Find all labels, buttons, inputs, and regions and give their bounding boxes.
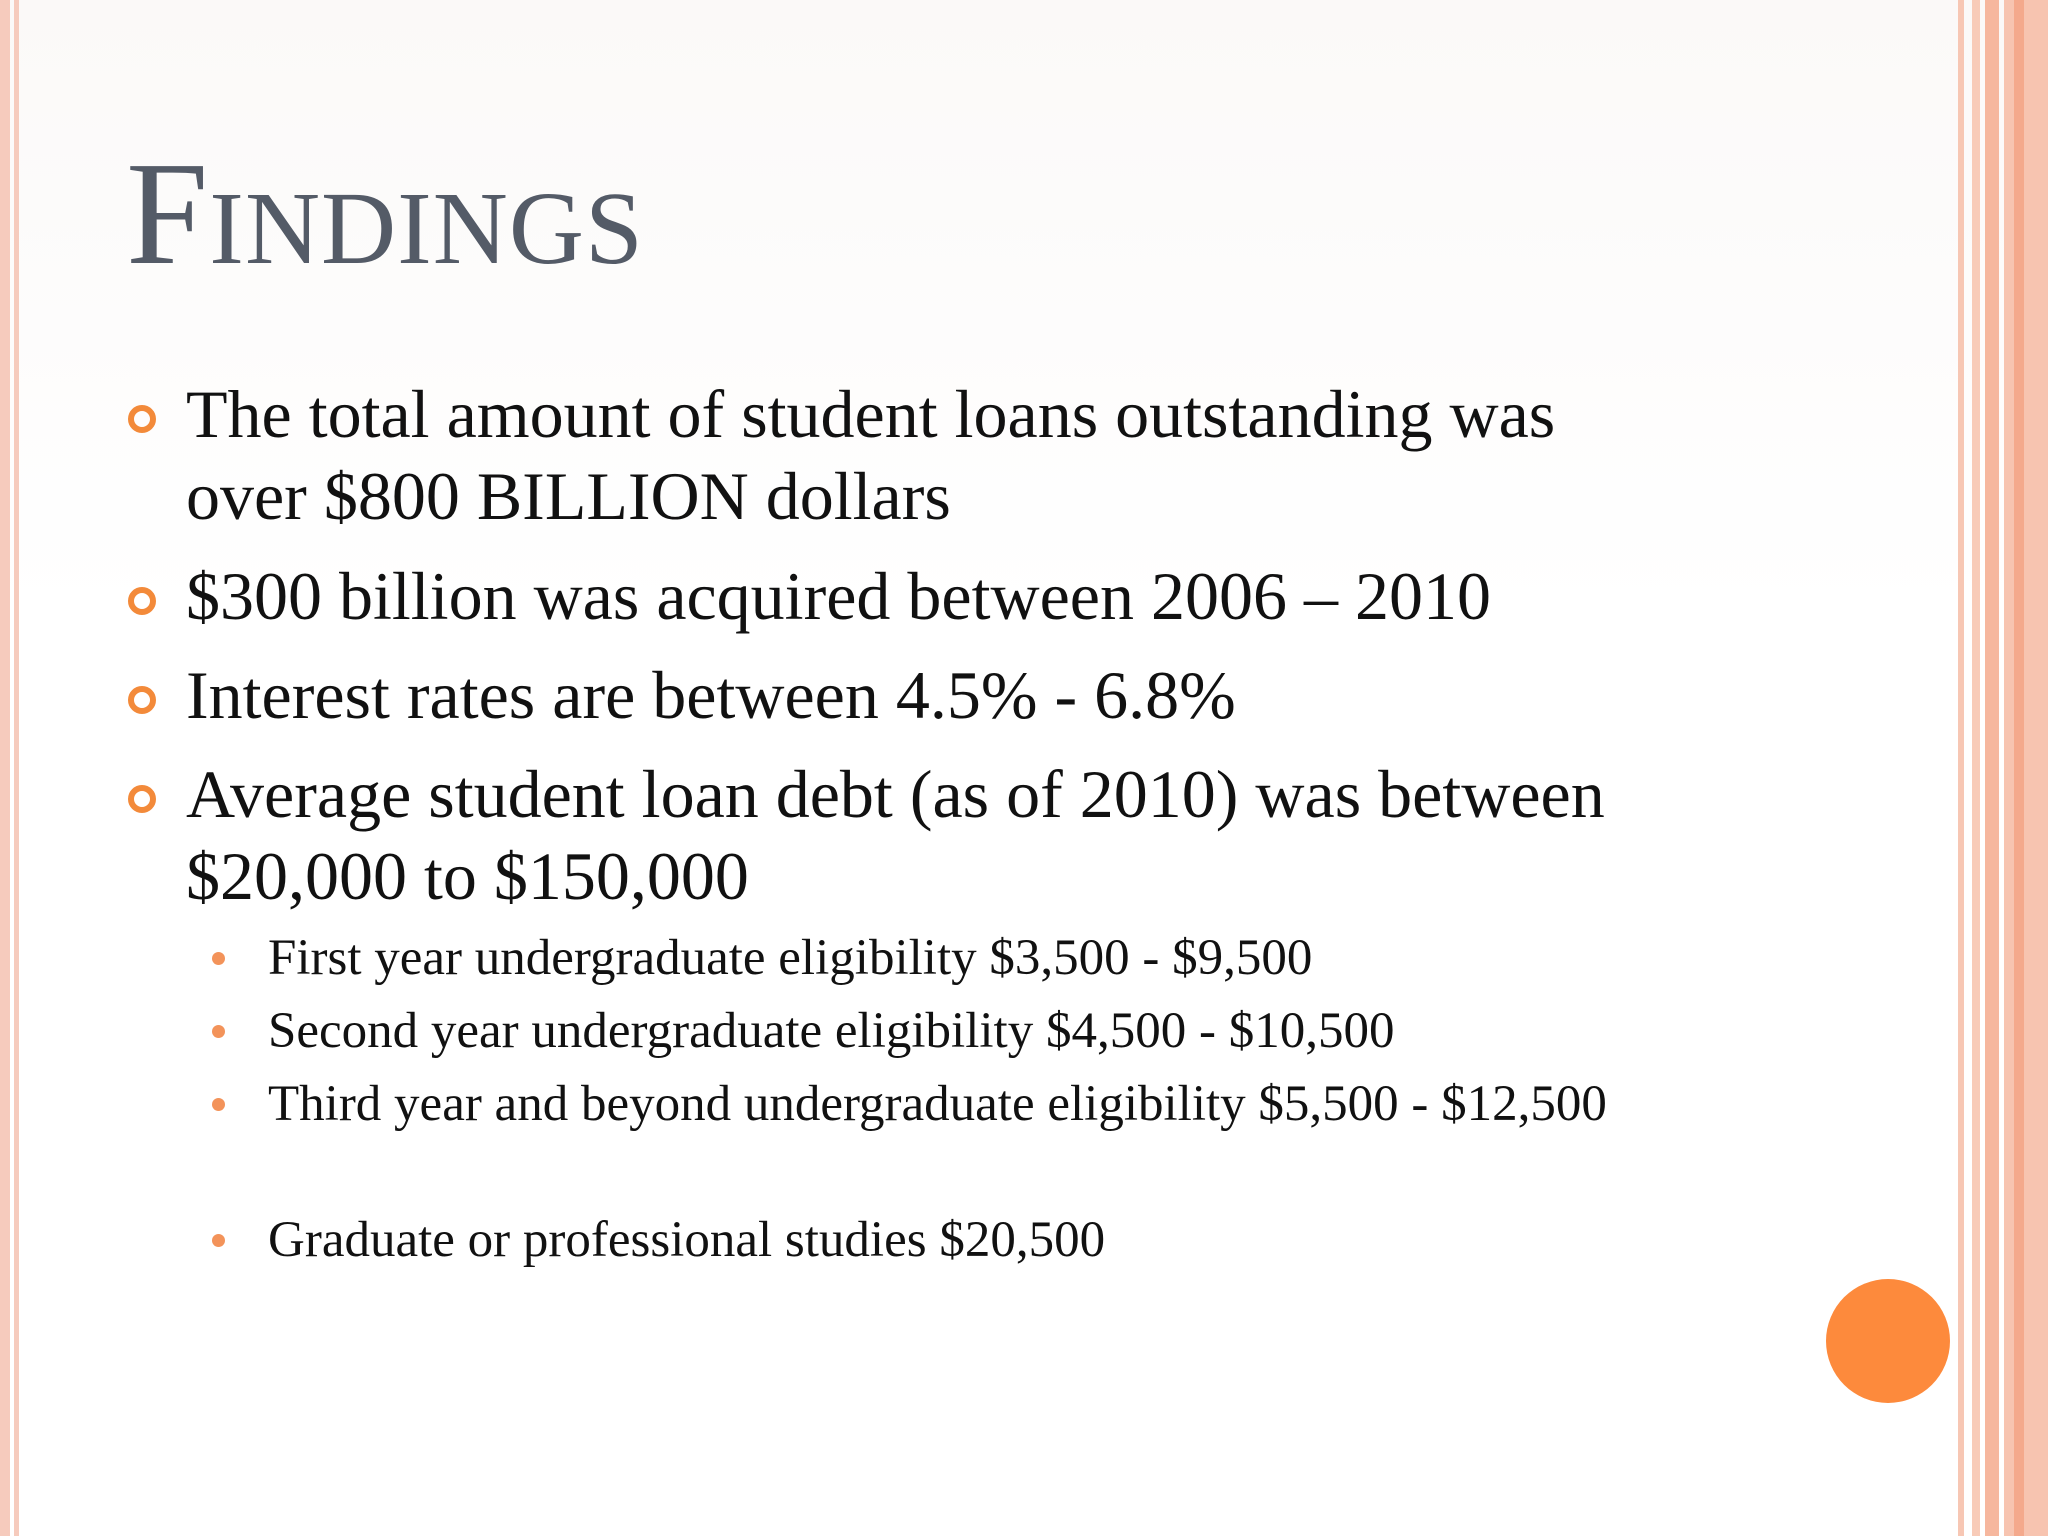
bullet-item: Average student loan debt (as of 2010) was between $20,000 to $150,000: [186, 756, 1605, 914]
ring-bullet-icon: [128, 587, 156, 615]
sub-bullet-item: Third year and beyond undergraduate eligibility $5,500 - $12,500: [268, 1076, 1607, 1132]
slide-title: Findings: [126, 132, 644, 296]
dot-bullet-icon: [212, 952, 225, 965]
ring-bullet-icon: [128, 785, 156, 813]
ring-bullet-icon: [128, 405, 156, 433]
dot-bullet-icon: [212, 1098, 225, 1111]
dot-bullet-icon: [212, 1025, 225, 1038]
bullet-item: $300 billion was acquired between 2006 – 2010: [186, 558, 1491, 634]
bullet-item: Interest rates are between 4.5% - 6.8%: [186, 657, 1236, 733]
ring-bullet-icon: [128, 686, 156, 714]
dot-bullet-icon: [212, 1234, 225, 1247]
sub-bullet-item: Second year undergraduate eligibility $4,500 - $10,500: [268, 1003, 1395, 1059]
bullet-item: The total amount of student loans outstanding was over $800 BILLION dollars: [186, 376, 1556, 534]
sub-bullet-item: Graduate or professional studies $20,500: [268, 1212, 1106, 1268]
sub-bullet-item: First year undergraduate eligibility $3,500 - $9,500: [268, 930, 1313, 986]
